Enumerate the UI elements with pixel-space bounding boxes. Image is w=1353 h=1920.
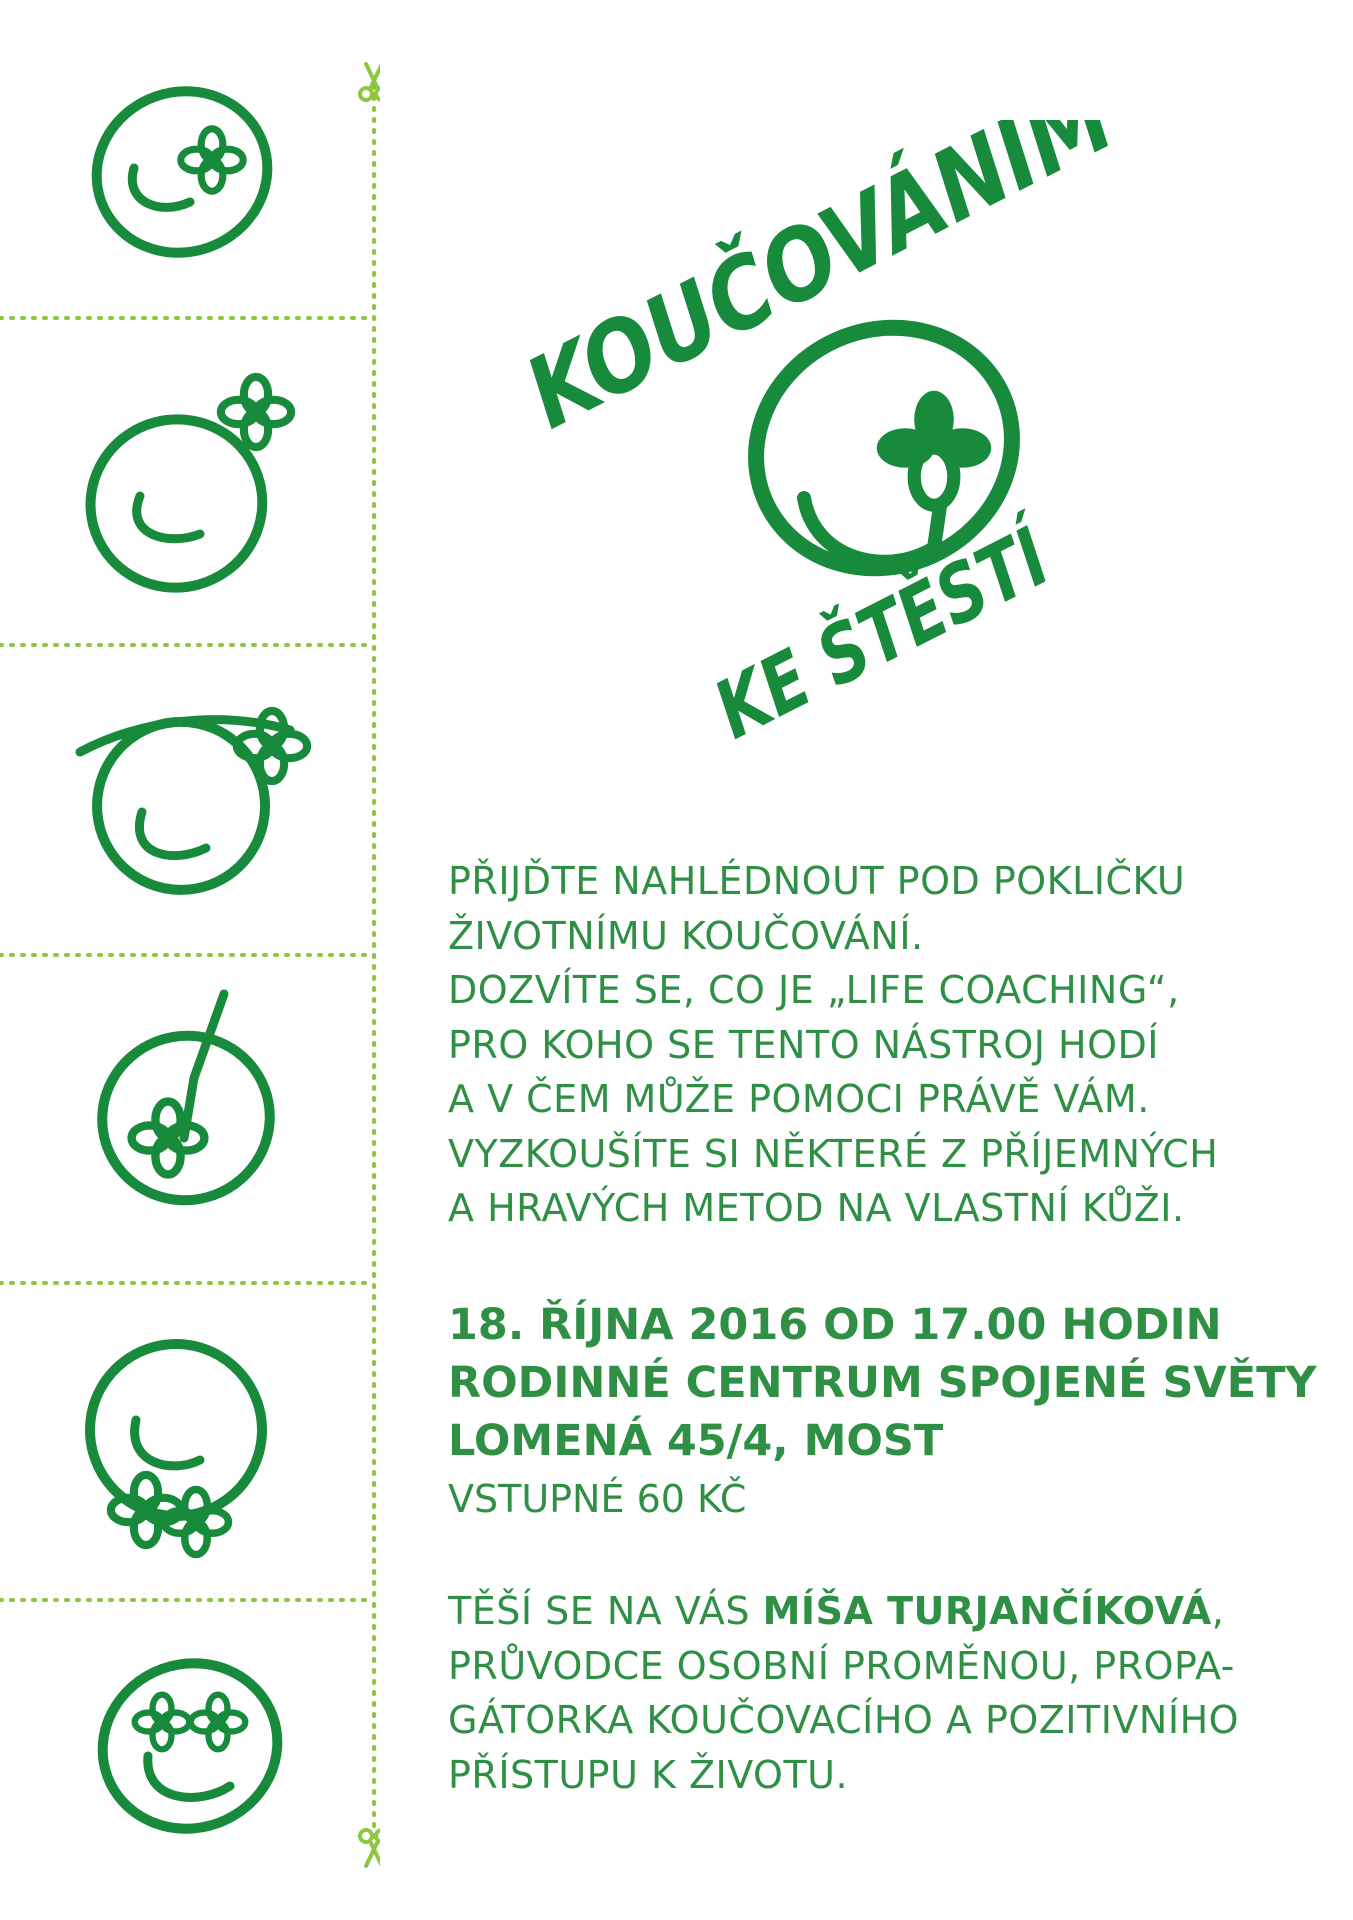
event-admission: VSTUPNÉ 60 KČ bbox=[448, 1477, 747, 1521]
headline-logo bbox=[470, 120, 1290, 760]
logo-word-top: KOUČOVÁNÍM bbox=[509, 120, 1226, 452]
event-details bbox=[448, 1296, 1328, 1528]
clover-face-icon bbox=[74, 67, 290, 276]
clover-face-icon bbox=[79, 994, 293, 1224]
host-intro: TĚŠÍ SE NA VÁS bbox=[448, 1589, 763, 1633]
host-line: PRŮVODCE OSOBNÍ PROMĚNOU, PROPA- bbox=[448, 1643, 1235, 1688]
host-comma: , bbox=[1211, 1589, 1225, 1633]
intro-line: PŘIJĎTE NAHLÉDNOUT POD POKLIČKU bbox=[448, 859, 1186, 903]
event-date-time: 18. ŘÍJNA 2016 OD 17.00 HODIN bbox=[448, 1300, 1222, 1350]
intro-line: PRO KOHO SE TENTO NÁSTROJ HODÍ bbox=[448, 1022, 1159, 1067]
clover-face-icon bbox=[71, 1325, 282, 1555]
intro-line: ŽIVOTNÍMU KOUČOVÁNÍ. bbox=[448, 913, 924, 958]
host-intro-line bbox=[448, 1584, 1328, 1639]
intro-line: A HRAVÝCH METOD NA VLASTNÍ KŮŽI. bbox=[448, 1186, 1185, 1230]
host-line: PŘÍSTUPU K ŽIVOTU. bbox=[448, 1752, 849, 1797]
intro-line: VYZKOUŠÍTE SI NĚKTERÉ Z PŘÍJEMNÝCH bbox=[448, 1131, 1219, 1176]
logo-word-bottom: KE ŠTĚSTÍ bbox=[700, 468, 1147, 757]
host-name: MÍŠA TURJANČÍKOVÁ bbox=[762, 1589, 1212, 1633]
clover-face-icon bbox=[80, 709, 307, 904]
clover-face-icon bbox=[79, 1639, 300, 1853]
scissors-icon bbox=[360, 64, 380, 100]
intro-line: A V ČEM MŮŽE POMOCI PRÁVĚ VÁM. bbox=[448, 1077, 1150, 1121]
intro-text bbox=[448, 854, 1328, 1236]
host-text bbox=[448, 1584, 1328, 1802]
coupon-strip-graphics bbox=[0, 0, 380, 1920]
event-venue: RODINNÉ CENTRUM SPOJENÉ SVĚTY bbox=[448, 1358, 1317, 1408]
intro-line: DOZVÍTE SE, CO JE „LIFE COACHING“, bbox=[448, 968, 1180, 1012]
coupon-strip bbox=[0, 0, 380, 1920]
clover-face-icon bbox=[72, 377, 291, 607]
event-address: LOMENÁ 45/4, MOST bbox=[448, 1416, 944, 1466]
headline-logo-graphics bbox=[470, 120, 1290, 760]
host-line: GÁTORKA KOUČOVACÍHO A POZITIVNÍHO bbox=[448, 1698, 1240, 1742]
scissors-icon bbox=[360, 1830, 380, 1866]
